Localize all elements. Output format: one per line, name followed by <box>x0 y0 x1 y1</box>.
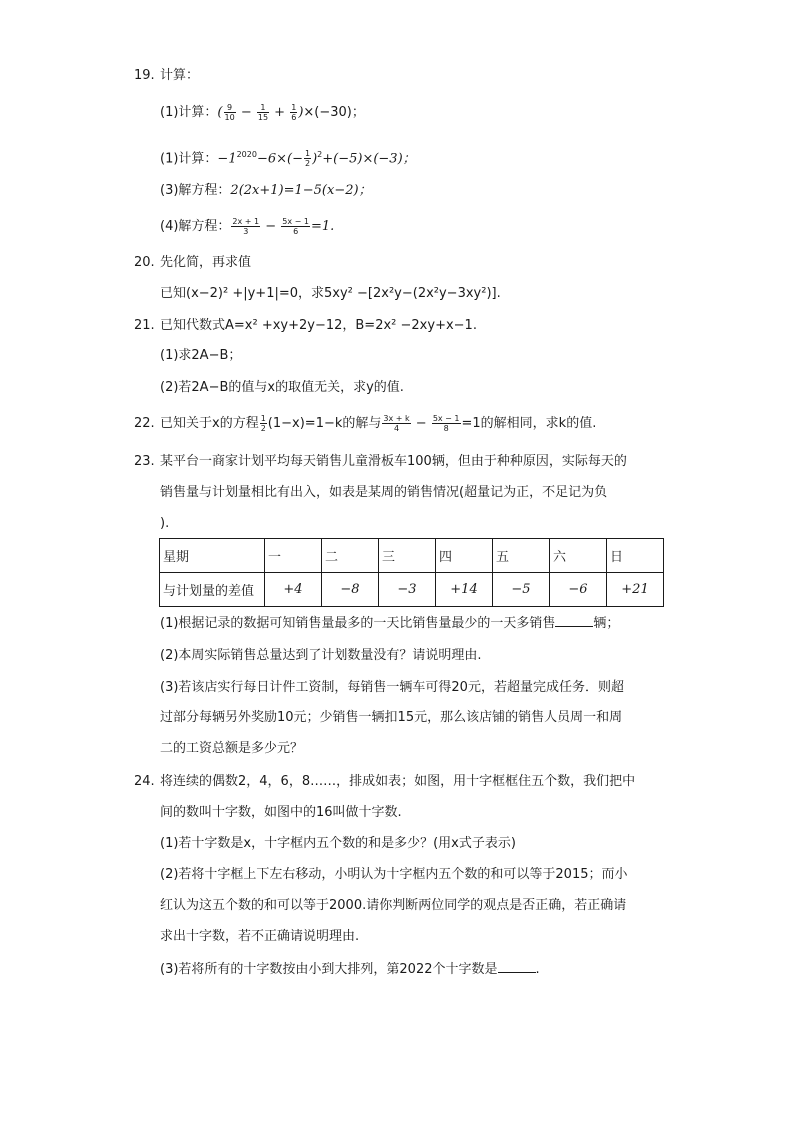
q22-number: 22. <box>134 416 155 431</box>
answer-blank[interactable] <box>498 960 536 973</box>
table-row <box>160 573 664 607</box>
table-cell-diff: −8 <box>322 573 379 607</box>
table-cell-day: 四 <box>436 539 493 573</box>
q24-part2-line3: 求出十字数，若不正确请说明理由. <box>160 929 360 944</box>
table-cell-diff: +21 <box>607 573 664 607</box>
q24-line2: 间的数叫十字数，如图中的16叫做十字数. <box>160 805 402 820</box>
table-cell-diff: +4 <box>265 573 322 607</box>
q24-part2-line2: 红认为这五个数的和可以等于2000.请你判断两位同学的观点是否正确，若正确请 <box>160 898 627 913</box>
q21-part1: (1)求2A−B； <box>160 348 242 363</box>
q19-part2-b: −6×(− <box>256 151 303 167</box>
q23-line2: 销售量与计划量相比有出入，如表是某周的销售情况(超量记为正，不足记为负 <box>160 485 608 500</box>
q22-frac-b: $\frac{3x + k}{4}$ <box>383 414 410 433</box>
table-cell-day: 一 <box>265 539 322 573</box>
q22-part-b: (1−x)=1−k的解与 <box>267 416 382 431</box>
q24-part3 <box>160 960 540 980</box>
table-header-label: 星期 <box>160 539 265 573</box>
q24-line1: 将连续的偶数2，4，6，8……，排成如表；如图，用十字框框住五个数，我们把中 <box>160 774 636 789</box>
q19-part2 <box>160 145 416 169</box>
q22-part-a: 已知关于x的方程 <box>160 416 259 431</box>
q19-part2-exp: 2020 <box>236 150 257 159</box>
q19-part3-label: (3)解方程： <box>160 183 231 198</box>
q19-part4-frac-b: $\frac{5x - 1}{6}$ <box>282 217 309 236</box>
table-cell-diff: −6 <box>550 573 607 607</box>
q24-part2-line1: (2)若将十字框上下左右移动，小明认为十字框内五个数的和可以等于2015；而小 <box>160 867 628 882</box>
q19-part1-frac-b: $\frac{1}{15}$ <box>257 103 269 122</box>
q24-number: 24. <box>134 774 155 789</box>
q23-part3-line3: 二的工资总额是多少元？ <box>160 741 304 756</box>
q23-number: 23. <box>134 454 155 469</box>
q24-part3-text: (3)若将所有的十字数按由小到大排列，第2022个十字数是 <box>160 962 498 977</box>
q20-title: 先化简，再求值 <box>160 255 252 270</box>
q19-part3 <box>160 181 372 201</box>
q21-number: 21. <box>134 318 155 333</box>
q19-part2-label: (1)计算： <box>160 151 218 167</box>
q20-number: 20. <box>134 255 155 270</box>
q19-title: 计算： <box>160 68 200 83</box>
sales-table <box>159 538 664 607</box>
q19-part1-tail: ×(−30)； <box>303 105 365 120</box>
table-cell-diff: +14 <box>436 573 493 607</box>
table-cell-day: 日 <box>607 539 664 573</box>
q23-part2: (2)本周实际销售总量达到了计划数量没有？请说明理由. <box>160 648 482 663</box>
q19-part4-label: (4)解方程： <box>160 219 231 234</box>
q23-part3-line1: (3)若该店实行每日计件工资制，每销售一辆车可得20元，若超量完成任务．则超 <box>160 680 624 695</box>
table-cell-diff: −3 <box>379 573 436 607</box>
q19-part2-a: −1 <box>217 151 237 167</box>
q19-part1: (1)计算：( $\frac{9}{10}$ − $\frac{1}{15}$ + $\frac{1}{6}$ )×(−30)； <box>160 103 365 122</box>
q19-part3-equation: 2(2x+1)=1−5(x−2)； <box>230 183 372 198</box>
q24-part3-end: . <box>535 962 540 977</box>
q19-part2-d: +(−5)×(−3)； <box>322 151 416 167</box>
q19-part2-c: ) <box>312 151 318 167</box>
table-cell-day: 二 <box>322 539 379 573</box>
q22-frac-a: $\frac{1}{2}$ <box>260 414 266 433</box>
answer-blank[interactable] <box>555 614 593 627</box>
q23-part1-text: (1)根据记录的数据可知销售量最多的一天比销售量最少的一天多销售 <box>160 616 556 631</box>
q23-part3-line2: 过部分每辆另外奖励10元；少销售一辆扣15元，那么该店铺的销售人员周一和周 <box>160 710 623 725</box>
table-cell-day: 三 <box>379 539 436 573</box>
q23-part1-unit: 辆； <box>593 616 620 631</box>
table-row-label: 与计划量的差值 <box>160 573 265 607</box>
q23-part1 <box>160 614 619 634</box>
q22-frac-c: $\frac{5x - 1}{8}$ <box>432 414 460 433</box>
table-cell-diff: −5 <box>493 573 550 607</box>
q19-part2-exp2: 2 <box>317 150 323 159</box>
q23-line1: 某平台一商家计划平均每天销售儿童滑板车100辆，但由于种种原因，实际每天的 <box>160 454 627 469</box>
table-header-row <box>160 539 664 573</box>
q20-line: 已知(x−2)² +|y+1|=0，求5xy² −[2x²y−(2x²y−3xy²)]. <box>160 286 501 301</box>
q21-part2: (2)若2A−B的值与x的取值无关，求y的值. <box>160 380 404 395</box>
q19-part1-label: (1)计算： <box>160 105 218 120</box>
q21-line: 已知代数式A=x² +xy+2y−12，B=2x² −2xy+x−1. <box>160 318 477 333</box>
q19-part4-frac-a: $\frac{2x + 1}{3}$ <box>232 217 260 236</box>
q23-line3: ). <box>160 516 170 531</box>
table-cell-day: 五 <box>493 539 550 573</box>
q19-part4: (4)解方程： $\frac{2x + 1}{3}$ − $\frac{5x - 1}{6}$ =1. <box>160 217 335 236</box>
q24-part1: (1)若十字数是x，十字框内五个数的和是多少？(用x式子表示) <box>160 836 516 851</box>
q19-part1-frac-a: $\frac{9}{10}$ <box>224 103 235 122</box>
q22-line: 已知关于x的方程 $\frac{1}{2}$ (1−x)=1−k的解与 $\frac{3x + k}{4}$ − $\frac{5x - 1}{8}$ =1的解相同，求k的值. <box>160 414 597 433</box>
q19-part4-tail: =1. <box>311 219 335 234</box>
q19-part1-frac-c: $\frac{1}{6}$ <box>291 103 297 122</box>
q19-part2-frac: $\frac{1}{2}$ <box>304 149 311 169</box>
q19-number: 19. <box>134 68 155 83</box>
table-cell-day: 六 <box>550 539 607 573</box>
q22-part-c: =1的解相同，求k的值. <box>461 416 597 431</box>
